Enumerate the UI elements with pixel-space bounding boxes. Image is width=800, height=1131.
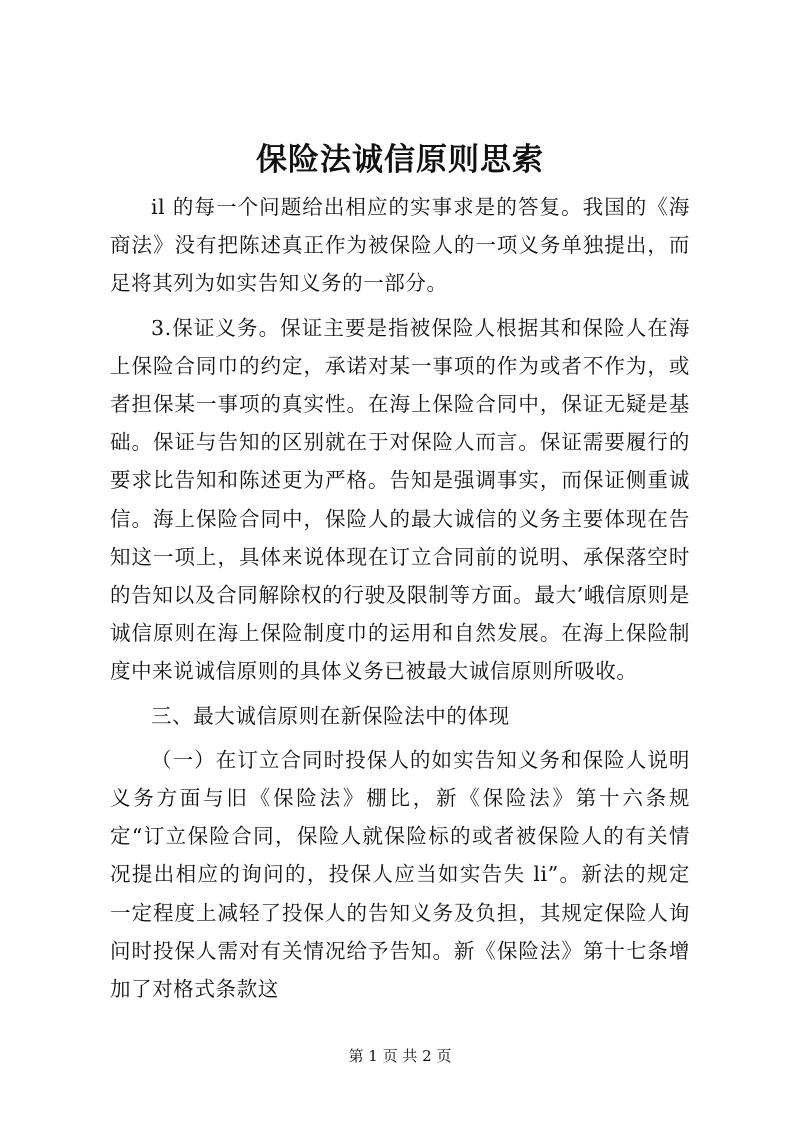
paragraph-3: （一）在订立合同时投保人的如实告知义务和保险人说明义务方面与旧《保险法》棚比，新《保险法》第十六条规定“订立保险合同，保险人就保险标的或者被保险人的有关情况提出相应的询问的，投保人应当如实告失 li”。新法的规定一定程度上减轻了投保人的告知义务及负担，其规定保险人询问时投保人需对有关情况给予告知。新《保险法》第十七条增加了对格式条款这 bbox=[110, 747, 690, 1002]
section-heading: 三、最大诚信原则在新保险法中的体现 bbox=[151, 703, 510, 728]
page-number-footer: 第 1 页 共 2 页 bbox=[348, 1047, 452, 1065]
paragraph-1: il 的每一个问题给出相应的实事求是的答复。我国的《海商法》没有把陈述真正作为被保险人的一项义务单独提出，而足将其列为如实告知义务的一部分。 bbox=[110, 195, 690, 296]
document-body bbox=[110, 188, 690, 1014]
document-title: 保险法诚信原则思索 bbox=[256, 142, 544, 178]
paragraph-2: 3.保证义务。保证主要是指被保险人根据其和保险人在海上保险合同巾的约定，承诺对某一事项的作为或者不作为，或者担保某一事项的真实性。在海上保险合同中，保证无疑是基础。保证与告知的区别就在于对保险人而言。保证需要履行的要求比告知和陈述更为严格。告知是强调事实，而保证侧重诚信。海上保险合同中，保险人的最大诚信的义务主要体现在告知这一项上，具体来说体现在订立合同前的说明、承保落空时的告知以及合同解除权的行驶及限制等方面。最大’峨信原则是诚信原则在海上保险制度巾的运用和自然发展。在海上保险制度中来说诚信原则的具体义务已被最大诚信原则所吸收。 bbox=[110, 315, 690, 684]
